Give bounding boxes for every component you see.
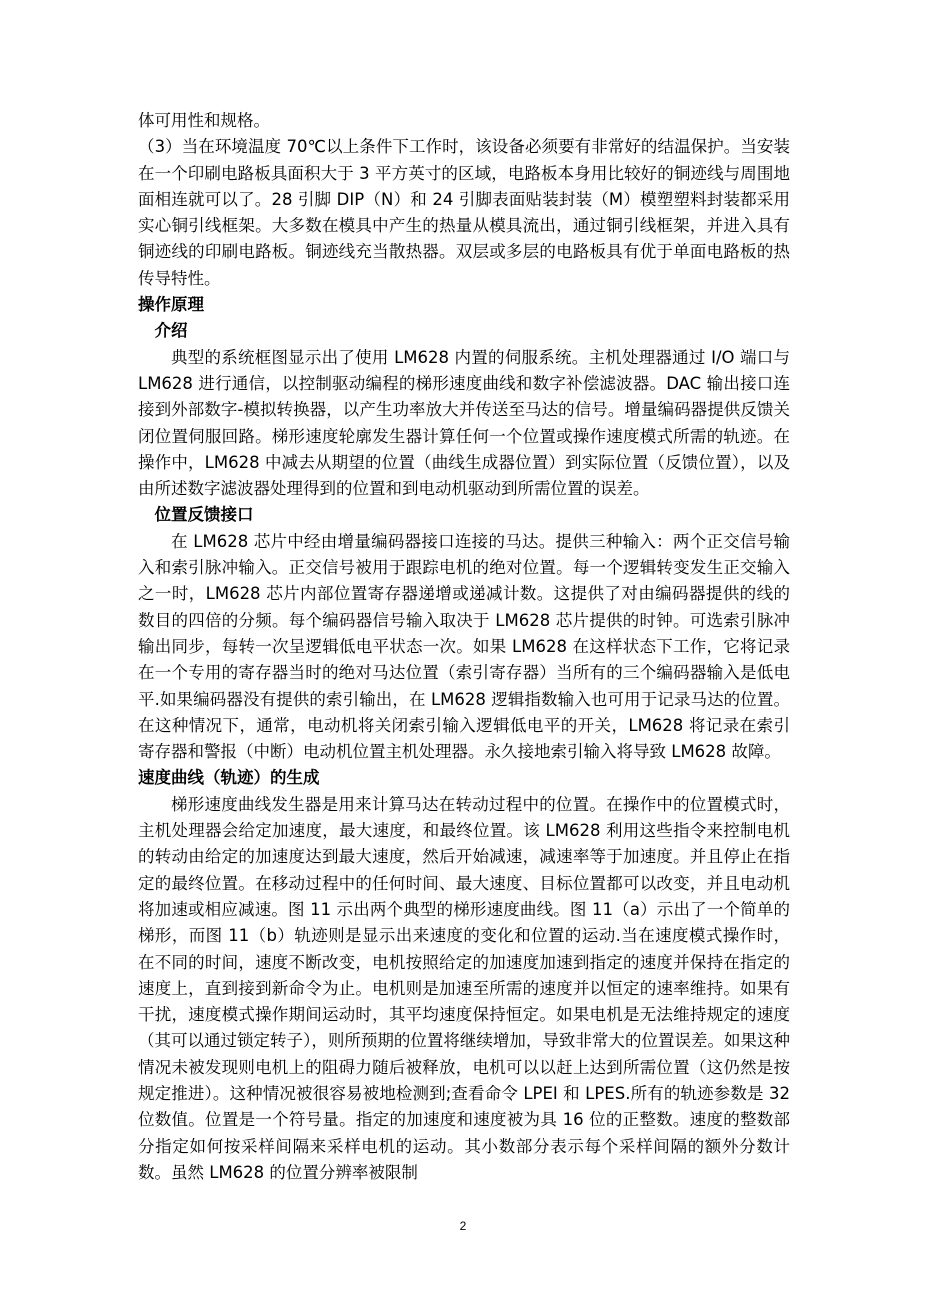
section-heading-trajectory-generation: 速度曲线（轨迹）的生成 — [138, 768, 320, 788]
section-heading-operation-principle: 操作原理 — [138, 295, 204, 315]
paragraph-trajectory-generation: 梯形速度曲线发生器是用来计算马达在转动过程中的位置。在操作中的位置模式时，主机处理器会给定加速度，最大速度，和最终位置。该 LM628 利用这些指令来控制电机的转动由给定的加速度达到最大速度，然后开始减速，减速率等于加速度。并且停止在指定的最终位置。在移动过程中的任何时间、最大速度、目标位置都可以改变，并且电动机将加速或相应减速。图 11 示出两个典型的梯形速度曲线。图 11（a）示出了一个简单的梯形，而图 11（b）轨迹则是显示出来速度的变化和位置的运动.当在速度模式操作时，在不同的时间，速度不断改变，电机按照给定的加速度加速到指定的速度并保持在指定的速度上，直到接到新命令为止。电机则是加速至所需的速度并以恒定的速率维持。如果有干扰，速度模式操作期间运动时，其平均速度保持恒定。如果电机是无法维持规定的速度（其可以通过锁定转子），则所预期的位置将继续增加，导致非常大的位置误差。如果这种情况未被发现则电机上的阻碍力随后被释放，电机可以以赶上达到所需位置（这仍然是按规定推进）。这种情况被很容易被地检测到;查看命令 LPEI 和 LPES.所有的轨迹参数是 32 位数值。位置是一个符号量。指定的加速度和速度被为具 16 位的正整数。速度的整数部分指定如何按采样间隔来采样电机的运动。其小数部分表示每个采样间隔的额外分数计数。虽然 LM628 的位置分辨率被限制 — [138, 794, 790, 1182]
subsection-heading-introduction: 介绍 — [154, 321, 188, 341]
paragraph-introduction: 典型的系统框图显示出了使用 LM628 内置的伺服系统。主机处理器通过 I/O 端口与 LM628 进行通信，以控制驱动编程的梯形速度曲线和数字补偿滤波器。DAC 输出接口连接到外部数字-模拟转换器，以产生功率放大并传送至马达的信号。增量编码器提供反馈关闭位置伺服回路。梯形速度轮廓发生器计算任何一个位置或操作速度模式所需的轨迹。在操作中，LM628 中减去从期望的位置（曲线生成器位置）到实际位置（反馈位置），以及由所述数字滤波器处理得到的位置和到电动机驱动到所需位置的误差。 — [138, 347, 790, 499]
subsection-heading-position-feedback: 位置反馈接口 — [154, 505, 254, 525]
paragraph-scope-end: 体可用性和规格。 — [138, 111, 270, 130]
paragraph-thermal-protection: （3）当在环境温度 70℃以上条件下工作时，该设备必须要有非常好的结温保护。当安装在一个印刷电路板具面积大于 3 平方英寸的区域，电路板本身用比较好的铜迹线与周围地面相连就可以了。28 引脚 DIP（N）和 24 引脚表面贴装封装（M）模塑塑料封装都采用实心铜引线框架。大多数在模具中产生的热量从模具流出，通过铜引线框架，并进入具有铜迹线的印刷电路板。铜迹线充当散热器。双层或多层的电路板具有优于单面电路板的热传导特性。 — [138, 137, 790, 288]
paragraph-position-feedback: 在 LM628 芯片中经由增量编码器接口连接的马达。提供三种输入：两个正交信号输入和索引脉冲输入。正交信号被用于跟踪电机的绝对位置。每一个逻辑转变发生正交输入之一时，LM628 芯片内部位置寄存器递增或递减计数。这提供了对由编码器提供的线的数目的四倍的分频。每个编码器信号输入取决于 LM628 芯片提供的时钟。可选索引脉冲输出同步，每转一次呈逻辑低电平状态一次。如果 LM628 在这样状态下工作，它将记录在一个专用的寄存器当时的绝对马达位置（索引寄存器）当所有的三个编码器输入是低电平.如果编码器没有提供的索引输出，在 LM628 逻辑指数输入也可用于记录马达的位置。在这种情况下，通常，电动机将关闭索引输入逻辑低电平的开关，LM628 将记录在索引寄存器和警报（中断）电动机位置主机处理器。永久接地索引输入将导致 LM628 故障。 — [138, 531, 790, 762]
document-body — [138, 108, 790, 1186]
page-number: 2 — [459, 1219, 467, 1233]
